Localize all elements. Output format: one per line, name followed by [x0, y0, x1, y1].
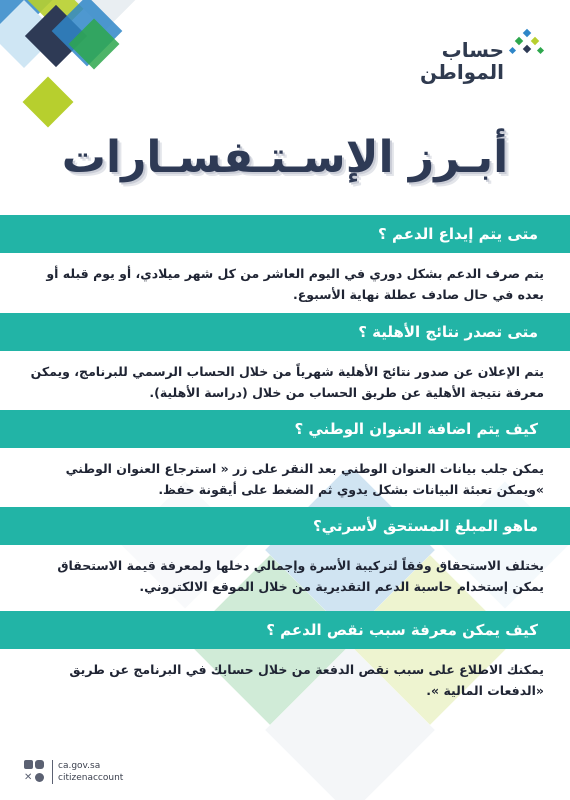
footer-handle[interactable]: citizenaccount [58, 773, 124, 783]
faq-answer: يمكن جلب بيانات العنوان الوطني بعد النقر على زر « استرجاع العنوان الوطني »ويمكن تعبئة البيانات بشكل يدوي ثم الضغط على أيقونة حفظ. [65, 461, 544, 497]
faq-answer: يمكنك الاطلاع على سبب نقص الدفعة من خلال حسابك في البرنامج عن طريق «الدفعات المالية ». [69, 662, 544, 698]
decor-diamond [23, 77, 74, 128]
logo-mark-icon [508, 28, 548, 68]
citizen-account-logo [418, 28, 548, 88]
footer-website[interactable]: ca.gov.sa [58, 761, 101, 771]
faq-question: كيف يمكن معرفة سبب نقص الدعم ؟ [0, 611, 570, 649]
logo-text-line2: المواطن [419, 60, 504, 84]
faq-question: متى يتم إيداع الدعم ؟ [0, 215, 570, 253]
facebook-icon[interactable] [35, 773, 44, 782]
corner-decoration [0, 0, 150, 140]
footer-divider [52, 760, 53, 784]
faq-answer: يختلف الاستحقاق وفقاً لتركيبة الأسرة وإجمالي دخلها ولمعرفة قيمة الاستحقاق يمكن إستخدام حاسبة الدعم التقديرية من خلال الموقع الالكتروني. [57, 558, 544, 594]
page-title: أبـرز الإسـتـفسـارات [61, 132, 509, 183]
faq-question: كيف يتم اضافة العنوان الوطني ؟ [0, 410, 570, 448]
instagram-icon[interactable] [35, 760, 44, 769]
faq-answer: يتم صرف الدعم بشكل دوري في اليوم العاشر من كل شهر ميلادي، أو يوم قبله أو بعده في حال صادف عطلة نهاية الأسبوع. [46, 266, 544, 302]
x-icon[interactable]: ✕ [24, 772, 33, 783]
youtube-icon[interactable] [24, 760, 33, 769]
faq-question: ماهو المبلغ المستحق لأسرتي؟ [0, 507, 570, 545]
logo-text-line1: حساب [441, 38, 504, 62]
faq-question: متى تصدر نتائج الأهلية ؟ [0, 313, 570, 351]
social-icons [24, 758, 46, 786]
faq-answer: يتم الإعلان عن صدور نتائج الأهلية شهرياً من خلال الحساب الرسمي للبرنامج، ويمكن معرفة نتيجة الأهلية عن طريق الحساب من خلال (دراسة الأهلية). [30, 364, 544, 400]
